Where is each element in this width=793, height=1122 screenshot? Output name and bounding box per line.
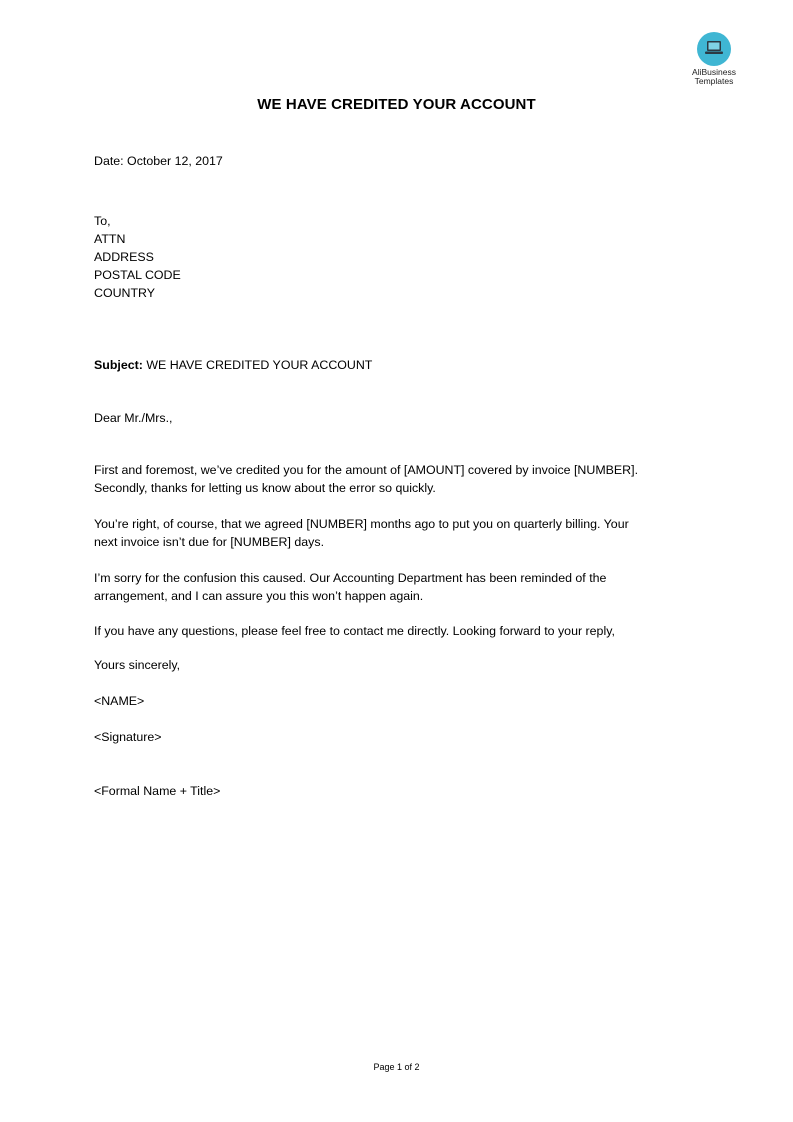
paragraph-1-line-2: Secondly, thanks for letting us know about the error so quickly.	[94, 481, 436, 495]
logo-text	[682, 68, 746, 86]
logo-line-1: AliBusiness	[692, 67, 736, 77]
signature-placeholder: <Signature>	[94, 730, 162, 744]
formal-name-placeholder: <Formal Name + Title>	[94, 784, 221, 798]
laptop-icon	[697, 32, 731, 66]
brand-logo	[682, 32, 746, 86]
salutation: Dear Mr./Mrs.,	[94, 411, 173, 425]
page-number: Page 1 of 2	[373, 1062, 420, 1072]
document-title: WE HAVE CREDITED YOUR ACCOUNT	[257, 96, 536, 113]
logo-line-2: Templates	[694, 76, 734, 86]
subject-label: Subject:	[94, 358, 143, 372]
date-line: Date: October 12, 2017	[94, 154, 223, 168]
paragraph-1-line-1: First and foremost, we’ve credited you for the amount of [AMOUNT] covered by invoice [NUMBER].	[94, 463, 639, 477]
closing: Yours sincerely,	[94, 658, 181, 672]
address-street: ADDRESS	[94, 250, 154, 264]
address-country: COUNTRY	[94, 286, 156, 300]
address-attn: ATTN	[94, 232, 126, 246]
address-to: To,	[94, 214, 111, 228]
paragraph-3-line-2: arrangement, and I can assure you this won’t happen again.	[94, 589, 424, 603]
subject-value: WE HAVE CREDITED YOUR ACCOUNT	[142, 358, 373, 372]
paragraph-3-line-1: I’m sorry for the confusion this caused. Our Accounting Department has been reminded of the	[94, 571, 607, 585]
paragraph-2-line-1: You’re right, of course, that we agreed [NUMBER] months ago to put you on quarterly billing. Your	[94, 517, 629, 531]
address-postal-code: POSTAL CODE	[94, 268, 181, 282]
paragraph-2-line-2: next invoice isn’t due for [NUMBER] days.	[94, 535, 325, 549]
name-placeholder: <NAME>	[94, 694, 145, 708]
subject-line	[94, 356, 372, 374]
paragraph-4-line-1: If you have any questions, please feel free to contact me directly. Looking forward to your reply,	[94, 624, 615, 638]
